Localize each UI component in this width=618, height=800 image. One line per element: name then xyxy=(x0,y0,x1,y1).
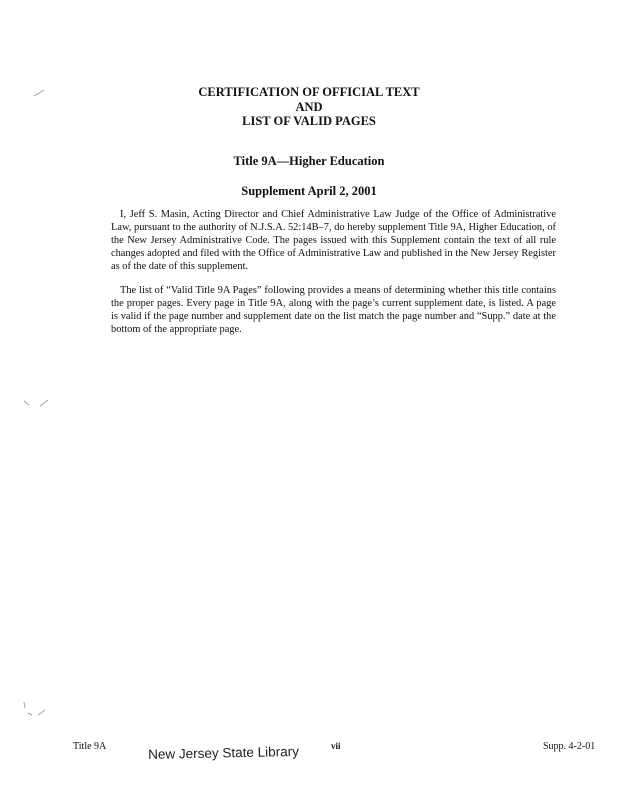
heading-line-3: LIST OF VALID PAGES xyxy=(242,114,376,128)
title-heading: Title 9A—Higher Education xyxy=(233,154,385,168)
heading-line-1: CERTIFICATION OF OFFICIAL TEXT xyxy=(198,85,420,99)
library-stamp: New Jersey State Library xyxy=(148,743,300,762)
scan-mark xyxy=(22,396,52,410)
footer-page-number: vii xyxy=(331,741,341,751)
supplement-heading: Supplement April 2, 2001 xyxy=(241,184,377,198)
footer-title: Title 9A xyxy=(73,741,107,752)
certification-paragraph: I, Jeff S. Masin, Acting Director and Chief Administrative Law Judge of the Office of Administrative Law, pursuant to the authority of N.J.S.A. 52:14B–7, do hereby supplement Title 9A, Higher Education, of the New Jersey Administrative Code. The pages issued with this Supplement contain the text of all rule changes adopted and filed with the Office of Administrative Law and published in the New Jersey Register as of the date of this supplement. xyxy=(111,209,556,272)
certification-heading xyxy=(0,85,618,129)
footer-supplement-date: Supp. 4-2-01 xyxy=(543,741,596,752)
valid-pages-paragraph: The list of “Valid Title 9A Pages” following provides a means of determining whether this title contains the proper pages. Every page in Title 9A, along with the page’s current supplement date, is listed. A page is valid if the page number and supplement date on the list match the page number and “Supp.” date at the bottom of the appropriate page. xyxy=(111,285,556,335)
heading-line-2: AND xyxy=(295,99,323,114)
scan-mark xyxy=(22,700,48,718)
